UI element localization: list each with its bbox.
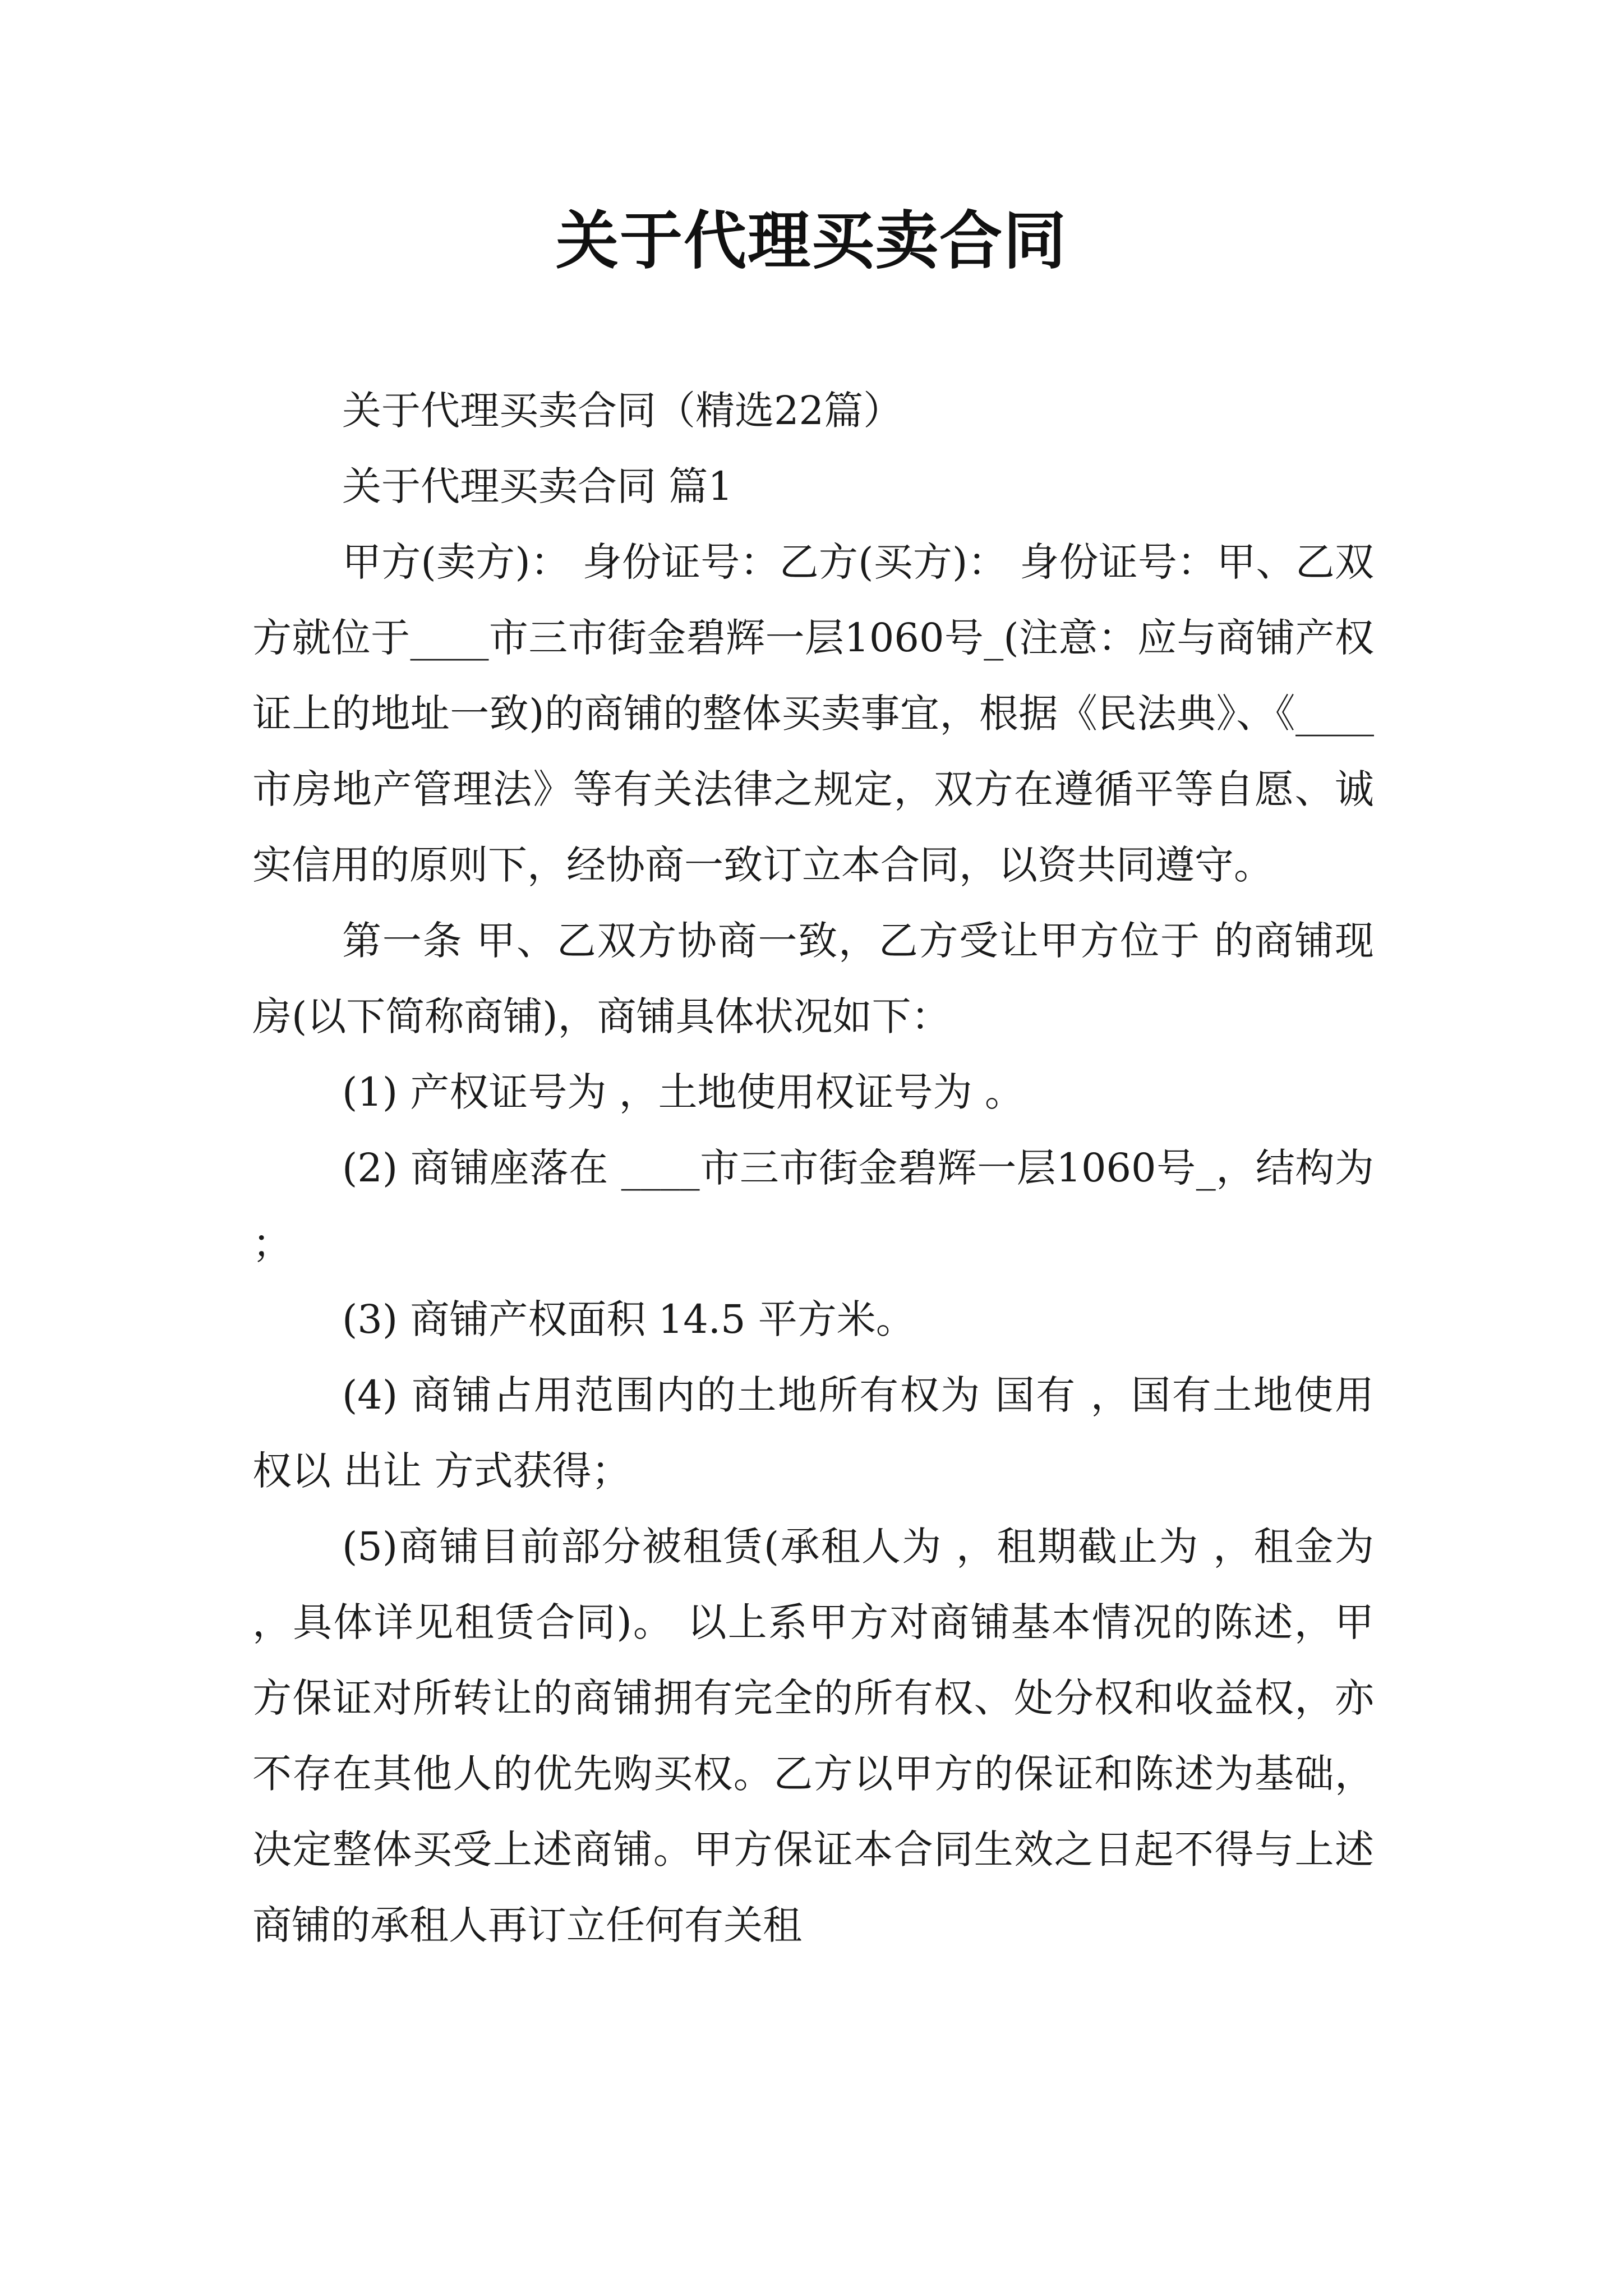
paragraph-item-4: (4) 商铺占用范围内的土地所有权为 国有 ，国有土地使用权以 出让 方式获得； xyxy=(252,1372,1374,1494)
paragraph-section-heading: 关于代理买卖合同 篇1 xyxy=(342,463,733,509)
document-body xyxy=(252,373,1374,1963)
paragraph-subtitle: 关于代理买卖合同（精选22篇） xyxy=(342,388,903,434)
paragraph-item-5: (5)商铺目前部分被租赁(承租人为 ，租期截止为 ，租金为 ，具体详见租赁合同)。 以上系甲方对商铺基本情况的陈述，甲方保证对所转让的商铺拥有完全的所有权、处分权和收益权，亦不存在其他人的优先购买权。乙方以甲方的保证和陈述为基础，决定整体买受上述商铺。甲方保证本合同生效之日起不得与上述商铺的承租人再订立任何有关租 xyxy=(252,1524,1374,1948)
paragraph-item-3: (3) 商铺产权面积 14.5 平方米。 xyxy=(342,1296,915,1342)
paragraph-item-1: (1) 产权证号为 ，土地使用权证号为 。 xyxy=(342,1069,1024,1115)
paragraph-parties: 甲方(卖方)： 身份证号：乙方(买方)： 身份证号：甲、乙双方就位于____市三市街金碧辉一层1060号_(注意：应与商铺产权证上的地址一致)的商铺的整体买卖事宜，根据《民法典》、《____市房地产管理法》等有关法律之规定，双方在遵循平等自愿、诚实信用的原则下，经协商一致订立本合同，以资共同遵守。 xyxy=(252,539,1374,888)
paragraph-article-one: 第一条 甲、乙双方协商一致，乙方受让甲方位于 的商铺现房(以下简称商铺)，商铺具体状况如下： xyxy=(252,918,1374,1039)
document-title: 关于代理买卖合同 xyxy=(556,204,1067,278)
paragraph-item-2: (2) 商铺座落在 ____市三市街金碧辉一层1060号_，结构为 ； xyxy=(252,1145,1374,1267)
